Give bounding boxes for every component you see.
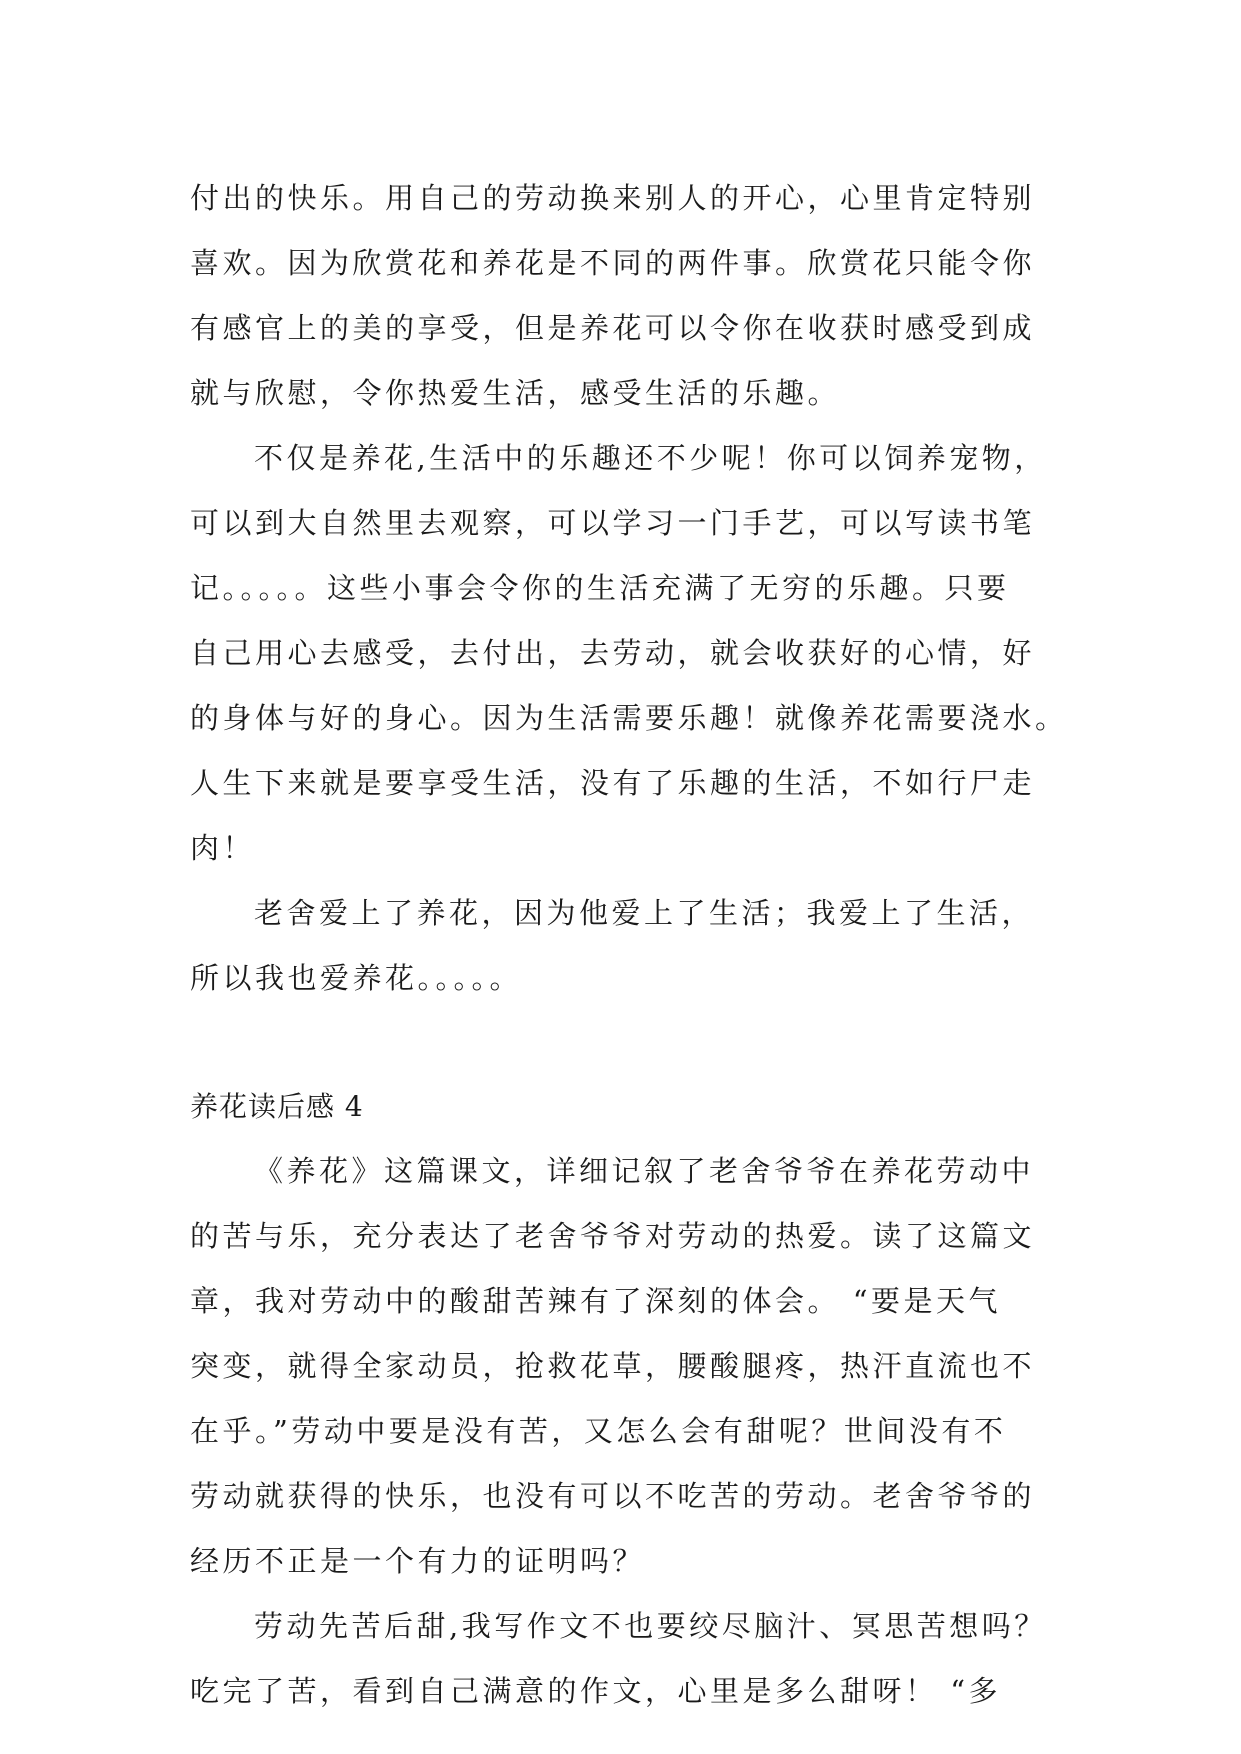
- text-line: 《养花》这篇课文，详细记叙了老舍爷爷在养花劳动中: [254, 1154, 1035, 1188]
- text-line: 的苦与乐，充分表达了老舍爷爷对劳动的热爱。读了这篇文: [190, 1219, 1036, 1253]
- paragraph: [190, 881, 1070, 1011]
- document-body: [190, 166, 1070, 1724]
- section-title: 养花读后感 4: [190, 1090, 364, 1123]
- text-line: 劳动先苦后甜,我写作文不也要绞尽脑汁、冥思苦想吗？: [254, 1609, 1047, 1643]
- text-line: 喜欢。因为欣赏花和养花是不同的两件事。欣赏花只能令你: [190, 246, 1036, 280]
- text-line: 所以我也爱养花。。。。。: [190, 961, 523, 995]
- text-line: 的身体与好的身心。因为生活需要乐趣！就像养花需要浇水。: [190, 701, 1068, 735]
- text-line: 付出的快乐。用自己的劳动换来别人的开心，心里肯定特别: [190, 181, 1036, 215]
- text-line: 不仅是养花,生活中的乐趣还不少呢！你可以饲养宠物，: [254, 441, 1047, 475]
- text-line: 老舍爱上了养花，因为他爱上了生活；我爱上了生活，: [254, 896, 1035, 930]
- text-line: 有感官上的美的享受，但是养花可以令你在收获时感受到成: [190, 311, 1036, 345]
- paragraph: [190, 166, 1070, 426]
- text-line: 肉！: [190, 831, 256, 865]
- text-line: 自己用心去感受，去付出，去劳动，就会收获好的心情，好: [190, 636, 1036, 670]
- paragraph: [190, 1594, 1070, 1724]
- text-line: 人生下来就是要享受生活，没有了乐趣的生活，不如行尸走: [190, 766, 1036, 800]
- text-line: 突变，就得全家动员，抢救花草，腰酸腿疼，热汗直流也不: [190, 1349, 1036, 1383]
- text-line: 吃完了苦，看到自己满意的作文，心里是多么甜呀！ “多: [190, 1674, 1002, 1708]
- paragraph: [190, 1139, 1070, 1594]
- paragraph: [190, 426, 1070, 881]
- text-line: 在乎。”劳动中要是没有苦，又怎么会有甜呢？世间没有不: [190, 1414, 1007, 1448]
- text-line: 章，我对劳动中的酸甜苦辣有了深刻的体会。 “要是天气: [190, 1284, 1002, 1318]
- text-line: 经历不正是一个有力的证明吗？: [190, 1544, 646, 1578]
- text-line: 就与欣慰，令你热爱生活，感受生活的乐趣。: [190, 376, 841, 410]
- text-line: 可以到大自然里去观察，可以学习一门手艺，可以写读书笔: [190, 506, 1036, 540]
- text-line: 记。。。。。这些小事会令你的生活充满了无穷的乐趣。只要: [190, 571, 1010, 605]
- text-line: 劳动就获得的快乐，也没有可以不吃苦的劳动。老舍爷爷的: [190, 1479, 1036, 1513]
